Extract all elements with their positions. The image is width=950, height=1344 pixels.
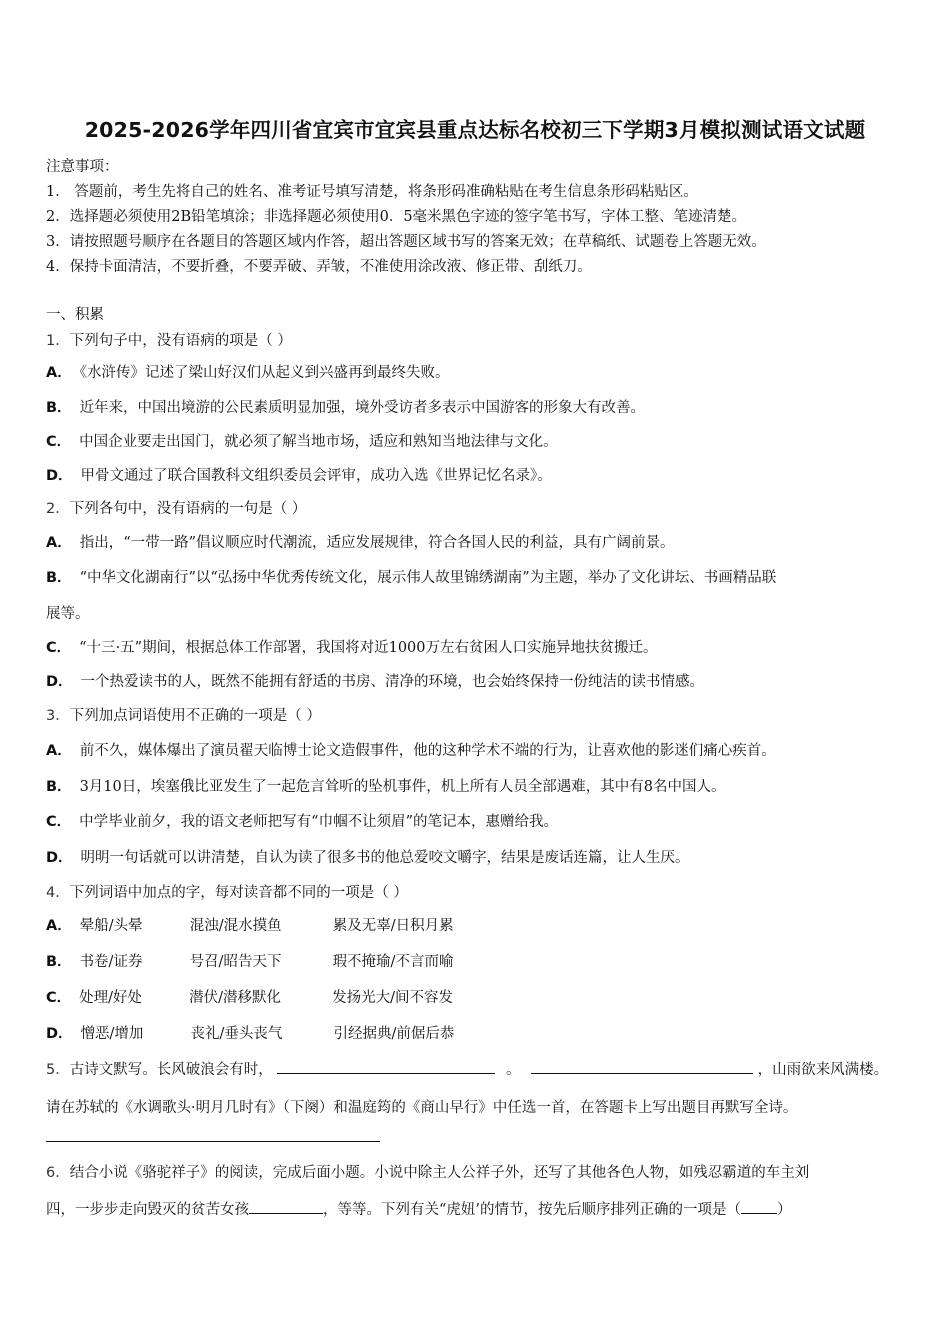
question-2 [46,497,306,518]
option-text: 一个热爱读书的人，既然不能拥有舒适的书房、清净的环境，也会始终保持一份纯洁的读书情感。 [80,674,705,690]
question-text: 四，一步步走向毁灭的贫苦女孩 [46,1202,249,1218]
q1-option-c [46,430,558,451]
question-text: ，山雨欲来风满楼。 [757,1062,889,1078]
option-text: 《水浒传》记述了梁山好汉们从起义到兴盛再到最终失败。 [79,365,450,381]
word-pair: 瑕不掩瑜/不言而喻 [332,954,454,970]
option-label: D． [46,674,73,690]
option-text: 3月10日，埃塞俄比亚发生了一起危言耸听的坠机事件，机上所有人员全部遇难，其中有8名中国人。 [79,779,726,795]
notice-item: 2．选择题必须使用2B铅笔填涂；非选择题必须使用0．5毫米黑色字迹的签字笔书写，字体工整、笔迹清楚。 [46,209,747,225]
question-5-instruction: 请在苏轼的《水调歌头·明月几时有》（下阕）和温庭筠的《商山早行》中任选一首，在答题卡上写出题目再默写全诗。 [46,1100,798,1116]
word-pair: 累及无辜/日积月累 [332,918,454,934]
word-pair: 混浊/混水摸鱼 [189,918,282,934]
option-label: B． [46,954,72,970]
option-label: C． [46,434,72,450]
question-text: ，等等。下列有关“虎妞’的情节，按先后顺序排列正确的一项是（ [323,1202,742,1218]
option-label: B． [46,779,72,795]
question-5 [46,1058,888,1079]
answer-line[interactable] [46,1141,380,1142]
option-label: D． [46,1026,73,1042]
notice-item: 4．保持卡面清洁，不要折叠，不要弄破、弄皱，不准使用涂改液、修正带、刮纸刀。 [46,259,592,275]
option-label: A． [46,743,72,759]
q3-option-b [46,775,725,796]
question-number: 5． [46,1062,70,1078]
question-number: 2． [46,501,70,517]
answer-blank[interactable] [277,1059,495,1074]
option-label: A． [46,918,72,934]
q1-option-a [46,361,449,382]
option-text: 中国企业要走出国门，就必须了解当地市场，适应和熟知当地法律与文化。 [79,434,558,450]
notice-heading: 注意事项： [46,159,119,175]
question-text: ） [777,1202,792,1218]
option-label: A． [46,365,72,381]
word-pair: 引经据典/前倨后恭 [333,1026,455,1042]
question-stem: 下列句子中，没有语病的项是（ ） [69,333,292,349]
question-3 [46,704,321,725]
option-label: C． [46,814,72,830]
option-label: C． [46,990,72,1006]
question-stem: 结合小说《骆驼祥子》的阅读，完成后面小题。小说中除主人公祥子外，还写了其他各色人物，如残忍霸道的车主刘 [69,1165,810,1181]
section-heading: 一、积累 [46,307,104,323]
question-stem: 下列各句中，没有语病的一句是（ ） [69,501,307,517]
q4-option-b [46,950,453,971]
word-pair: 号召/昭告天下 [189,954,282,970]
q4-option-d [46,1022,454,1043]
q3-option-c [46,810,558,831]
word-pair: 丧礼/垂头丧气 [190,1026,283,1042]
q4-option-a [46,914,454,935]
option-text: 指出，“一带一路”倡议顺应时代潮流，适应发展规律，符合各国人民的利益，具有广阔前景。 [79,535,675,551]
answer-blank[interactable] [741,1199,777,1214]
option-label: A． [46,535,72,551]
question-1 [46,329,292,350]
option-text: 明明一句话就可以讲清楚，自认为读了很多书的他总爱咬文嚼字，结果是废话连篇，让人生厌。 [80,850,690,866]
question-4 [46,881,408,902]
option-text: 近年来，中国出境游的公民素质明显加强，境外受访者多表示中国游客的形象大有改善。 [79,400,646,416]
answer-blank[interactable] [249,1199,323,1214]
q3-option-a [46,739,776,760]
word-pair: 潜伏/潜移默化 [189,990,282,1006]
word-pair: 憎恶/增加 [80,1026,144,1042]
option-label: B． [46,570,72,586]
q2-option-b-continued [46,602,90,623]
question-stem: 下列加点词语使用不正确的一项是（ ） [69,708,321,724]
word-pair: 处理/好处 [79,990,143,1006]
q2-option-a [46,531,675,552]
option-text: “十三·五”期间，根据总体工作部署，我国将对近1000万左右贫困人口实施异地扶贫搬迁。 [79,640,658,656]
q2-option-d [46,670,704,691]
page-title: 2025-2026学年四川省宜宾市宜宾县重点达标名校初三下学期3月模拟测试语文试题 [84,118,866,142]
question-6-line2 [46,1198,792,1219]
q2-option-b [46,566,776,587]
question-6 [46,1161,809,1182]
option-label: D． [46,850,73,866]
q1-option-b [46,396,645,417]
word-pair: 书卷/证券 [79,954,143,970]
q4-option-c [46,986,453,1007]
word-pair: 发扬光大/间不容发 [332,990,454,1006]
option-text: 中学毕业前夕，我的语文老师把写有“巾帼不让须眉”的笔记本，惠赠给我。 [79,814,558,830]
q1-option-d [46,464,552,485]
question-stem: 下列词语中加点的字，每对读音都不同的一项是（ ） [69,885,408,901]
question-number: 6． [46,1165,70,1181]
option-label: D． [46,468,73,484]
option-label: B． [46,400,72,416]
answer-blank[interactable] [531,1059,753,1074]
question-number: 1． [46,333,70,349]
option-text: 展等。 [46,606,90,622]
option-text: 前不久，媒体爆出了演员翟天临博士论文造假事件，他的这种学术不端的行为，让喜欢他的影迷们痛心疾首。 [79,743,776,759]
question-text: 。 [505,1062,521,1078]
option-text: 甲骨文通过了联合国教科文组织委员会评审，成功入选《世界记忆名录》。 [80,468,552,484]
question-number: 3． [46,708,70,724]
notice-item: 1． 答题前，考生先将自己的姓名、准考证号填写清楚，将条形码准确粘贴在考生信息条形码粘贴区。 [46,184,698,200]
option-text: “中华文化湖南行”以“弘扬中华优秀传统文化，展示伟人故里锦绣湖南”为主题，举办了文化讲坛、书画精品联 [79,570,777,586]
notice-item: 3．请按照题号顺序在各题目的答题区域内作答，超出答题区域书写的答案无效；在草稿纸、试题卷上答题无效。 [46,234,766,250]
question-stem: 古诗文默写。长风破浪会有时， [69,1062,273,1078]
q3-option-d [46,846,690,867]
option-label: C． [46,640,72,656]
q2-option-c [46,636,658,657]
question-number: 4． [46,885,70,901]
word-pair: 晕船/头晕 [79,918,143,934]
